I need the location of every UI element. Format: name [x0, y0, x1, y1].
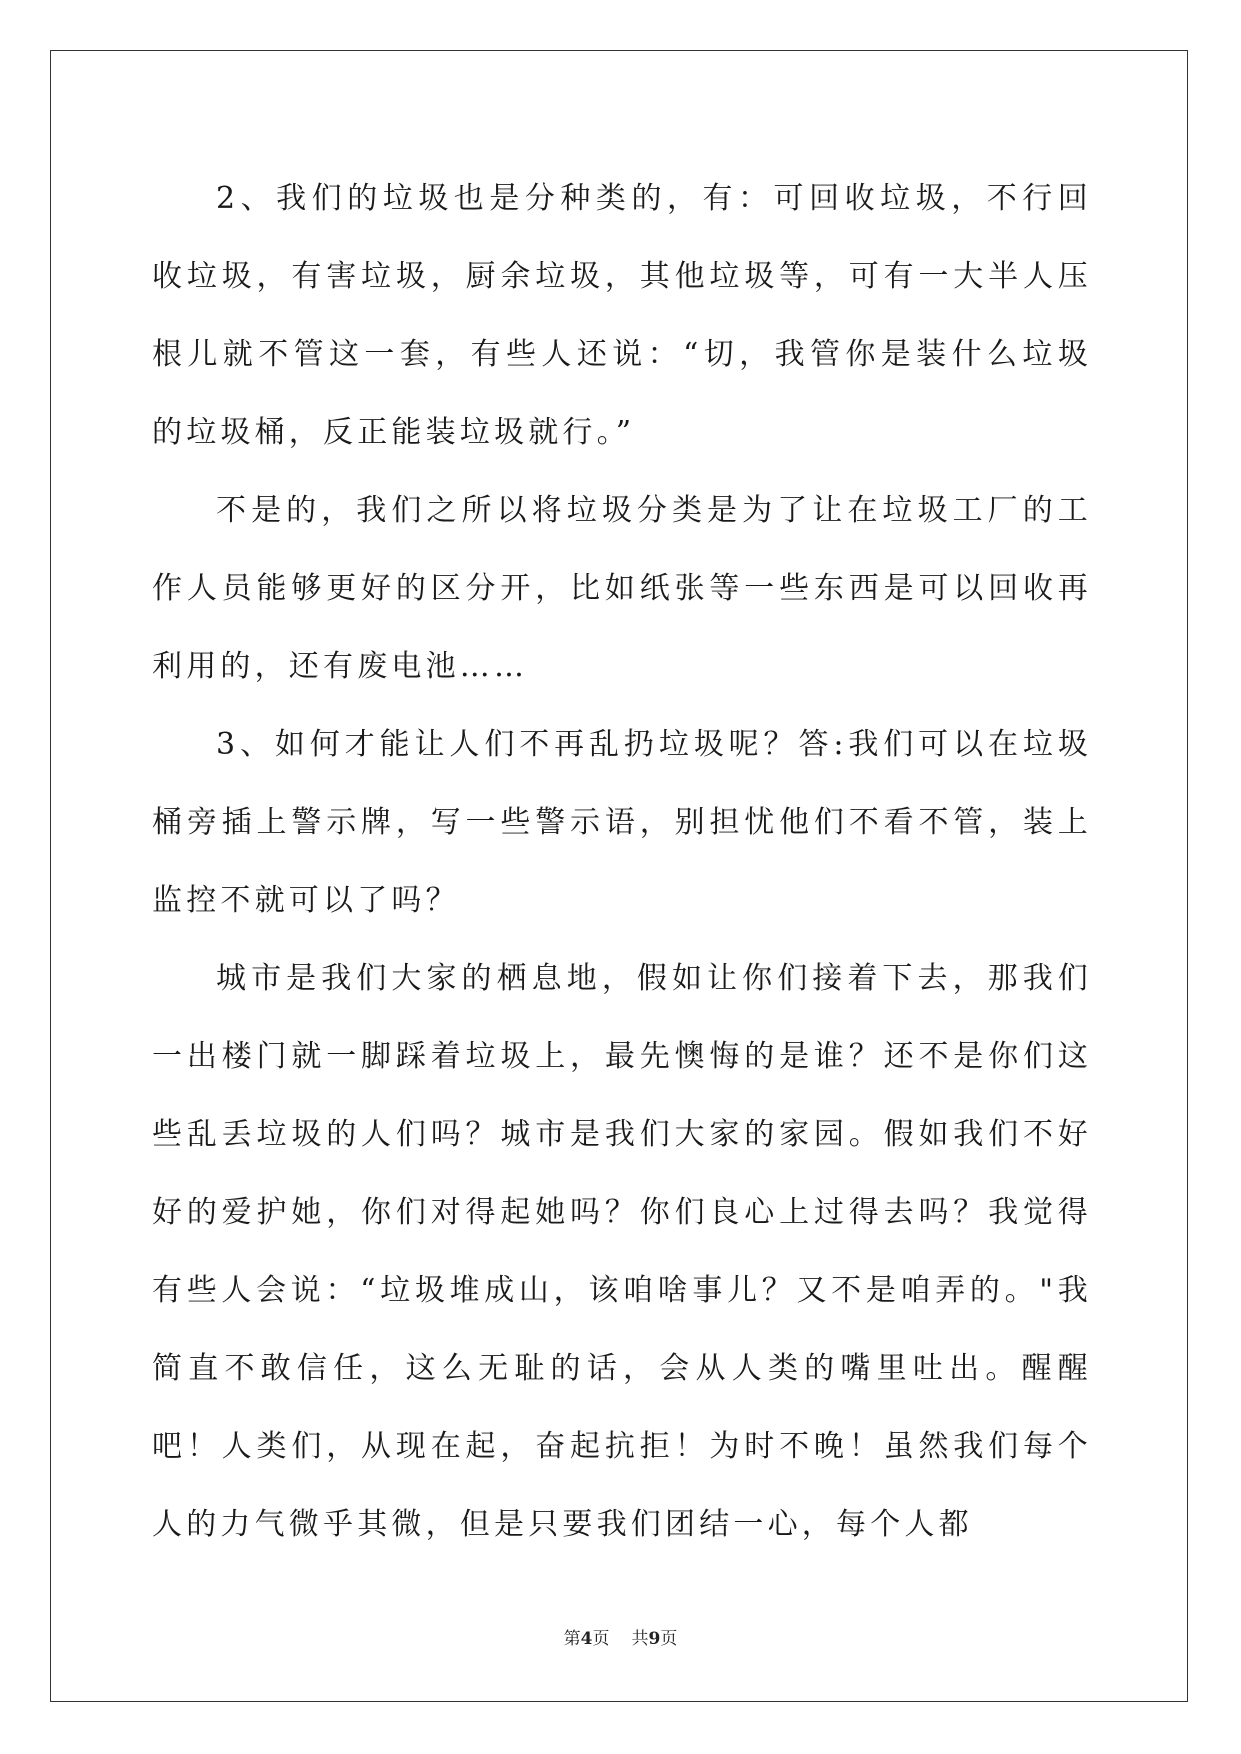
footer-prefix: 第 [563, 1629, 581, 1649]
footer-page-suffix: 页 [592, 1629, 610, 1649]
paragraph-1: 2、我们的垃圾也是分种类的，有：可回收垃圾，不行回收垃圾，有害垃圾，厨余垃圾，其他垃圾等，可有一大半人压根儿就不管这一套，有些人还说：“切，我管你是装什么垃圾的垃圾桶，反正能装垃圾就行。” [152, 181, 1092, 450]
document-body [152, 160, 1092, 1564]
footer-total-suffix: 页 [660, 1629, 678, 1649]
footer-total-prefix: 共 [631, 1629, 649, 1649]
paragraph-3: 3、如何才能让人们不再乱扔垃圾呢？答:我们可以在垃圾桶旁插上警示牌，写一些警示语，别担忧他们不看不管，装上监控不就可以了吗？ [152, 727, 1092, 918]
current-page-number: 4 [580, 1629, 593, 1649]
paragraph-2: 不是的，我们之所以将垃圾分类是为了让在垃圾工厂的工作人员能够更好的区分开，比如纸张等一些东西是可以回收再利用的，还有废电池…… [152, 493, 1092, 684]
total-pages-number: 9 [648, 1629, 661, 1649]
page-footer [0, 1624, 1241, 1649]
paragraph-4: 城市是我们大家的栖息地，假如让你们接着下去，那我们一出楼门就一脚踩着垃圾上，最先懊悔的是谁？还不是你们这些乱丢垃圾的人们吗？城市是我们大家的家园。假如我们不好好的爱护她，你们对得起她吗？你们良心上过得去吗？我觉得有些人会说：“垃圾堆成山，该咱啥事儿？又不是咱弄的。"我简直不敢信任，这么无耻的话，会从人类的嘴里吐出。醒醒吧！人类们，从现在起，奋起抗拒！为时不晚！虽然我们每个人的力气微乎其微，但是只要我们团结一心，每个人都 [152, 961, 1092, 1542]
